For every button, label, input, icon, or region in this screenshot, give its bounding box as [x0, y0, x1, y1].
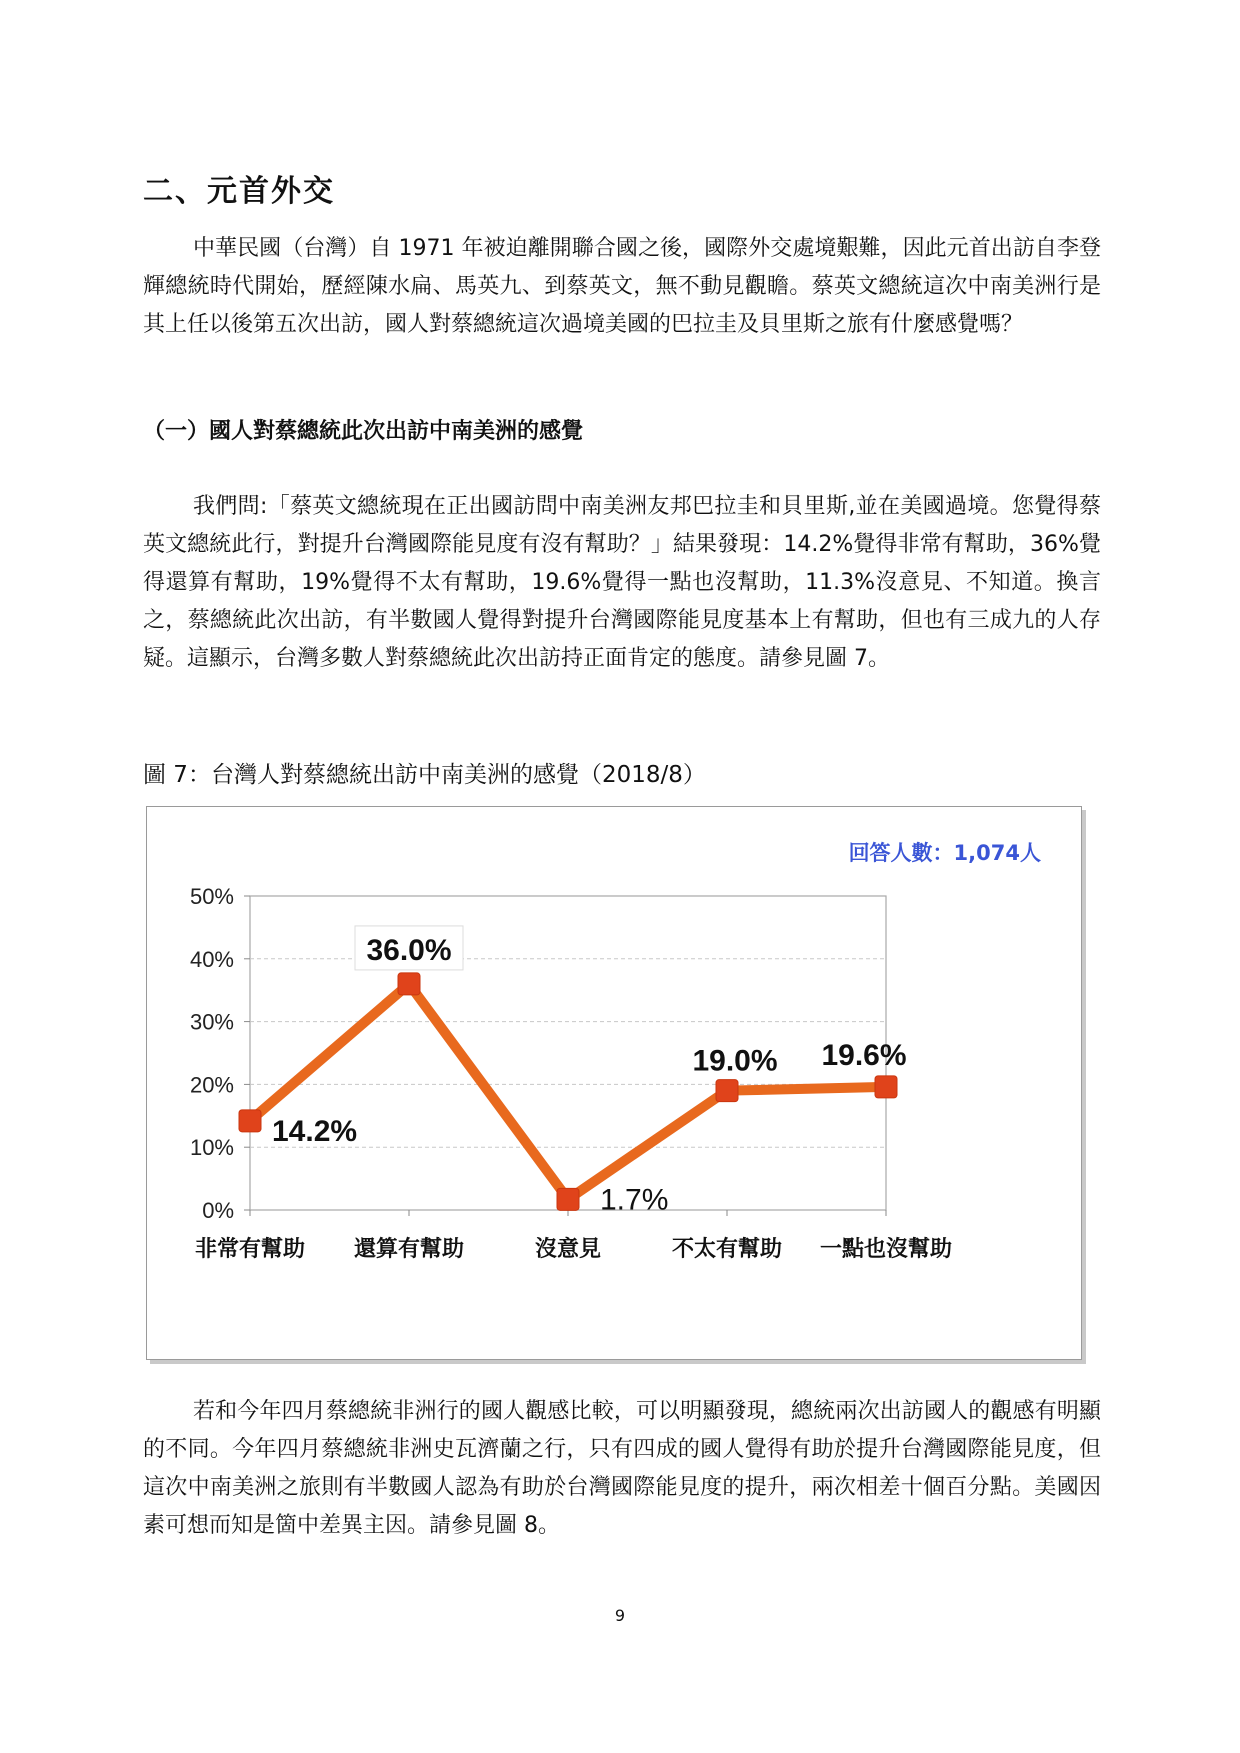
body-paragraph-2: 若和今年四月蔡總統非洲行的國人觀感比較，可以明顯發現，總統兩次出訪國人的觀感有明顯的不同。今年四月蔡總統非洲史瓦濟蘭之行，只有四成的國人覺得有助於提升台灣國際能見度，但這次中南美洲之旅則有半數國人認為有助於台灣國際能見度的提升，兩次相差十個百分點。美國因素可想而知是箇中差異主因。請參見圖 8。	[143, 1399, 1101, 1538]
data-label: 19.6%	[821, 1038, 907, 1072]
data-point-marker	[398, 973, 420, 995]
x-tick-label: 還算有幫助	[353, 1237, 465, 1262]
y-tick-label: 10%	[189, 1135, 234, 1161]
y-tick-label: 20%	[189, 1072, 234, 1098]
figure-caption: 圖 7：台灣人對蔡總統出訪中南美洲的感覺（2018/8）	[143, 762, 706, 788]
x-tick-label: 不太有幫助	[671, 1237, 783, 1262]
y-tick-label: 50%	[189, 884, 234, 909]
y-tick-label: 40%	[189, 946, 234, 972]
subsection-title: （一）國人對蔡總統此次出訪中南美洲的感覺	[143, 419, 584, 444]
data-label: 19.0%	[692, 1044, 778, 1078]
chart-container	[146, 806, 1082, 1360]
x-tick-label: 非常有幫助	[194, 1237, 306, 1262]
page-number: 9	[614, 1606, 626, 1625]
y-tick-label: 0%	[202, 1198, 234, 1223]
data-label: 36.0%	[366, 933, 452, 967]
data-point-marker	[716, 1080, 738, 1102]
data-label: 1.7%	[600, 1183, 669, 1217]
body-paragraph-1: 我們問:「蔡英文總統現在正出國訪問中南美洲友邦巴拉圭和貝里斯,並在美國過境。您覺得蔡英文總統此行，對提升台灣國際能見度有沒有幫助？」結果發現：14.2%覺得非常有幫助，36%覺得還算有幫助，19%覺得不太有幫助，19.6%覺得一點也沒幫助，11.3%沒意見、不知道。換言之，蔡總統此次出訪，有半數國人覺得對提升台灣國際能見度基本上有幫助，但也有三成九的人存疑。這顯示，台灣多數人對蔡總統此次出訪持正面肯定的態度。請參見圖 7。	[143, 494, 1101, 671]
intro-paragraph: 中華民國（台灣）自 1971 年被迫離開聯合國之後，國際外交處境艱難，因此元首出訪自李登輝總統時代開始，歷經陳水扁、馬英九、到蔡英文，無不動見觀瞻。蔡英文總統這次中南美洲行是其上任以後第五次出訪，國人對蔡總統這次過境美國的巴拉圭及貝里斯之旅有什麼感覺嗎？	[143, 236, 1101, 337]
data-label: 14.2%	[272, 1114, 358, 1148]
line-chart	[147, 807, 1081, 1359]
data-point-marker	[875, 1076, 897, 1098]
plot-area	[250, 896, 886, 1210]
section-title: 二、元首外交	[143, 174, 335, 209]
data-point-marker	[557, 1188, 579, 1210]
x-tick-label: 一點也沒幫助	[819, 1237, 953, 1262]
data-point-marker	[239, 1110, 261, 1132]
y-tick-label: 30%	[189, 1009, 234, 1035]
x-tick-label: 沒意見	[534, 1237, 602, 1262]
respondents-count: 回答人數：1,074人	[848, 841, 1041, 865]
